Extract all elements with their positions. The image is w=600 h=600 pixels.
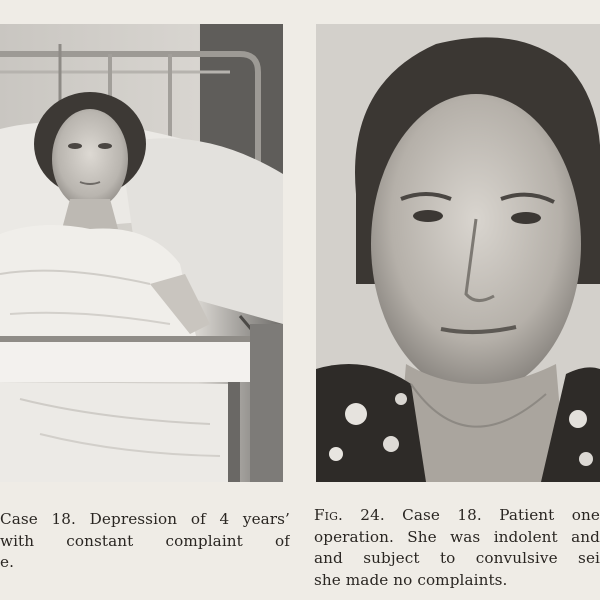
caption-line: with constant complaint of xyxy=(0,531,290,550)
hospital-bed-illustration xyxy=(0,24,283,482)
figure-label: Fig. xyxy=(314,506,343,524)
caption-line: operation. She was indolent and xyxy=(314,527,600,546)
left-figure-caption xyxy=(0,509,290,574)
caption-line: and subject to convulsive sei xyxy=(314,549,600,567)
portrait-photo xyxy=(316,24,600,482)
caption-line: she made no complaints. xyxy=(314,570,508,589)
portrait-illustration xyxy=(316,24,600,482)
right-figure-caption xyxy=(314,505,600,591)
caption-first-line xyxy=(314,505,600,527)
caption-line: Case 18. Depression of 4 years’ xyxy=(0,510,290,528)
caption-line: e. xyxy=(0,553,15,571)
hospital-bed-photo xyxy=(0,24,283,482)
caption-first-line-text: 24. Case 18. Patient one xyxy=(342,506,600,524)
